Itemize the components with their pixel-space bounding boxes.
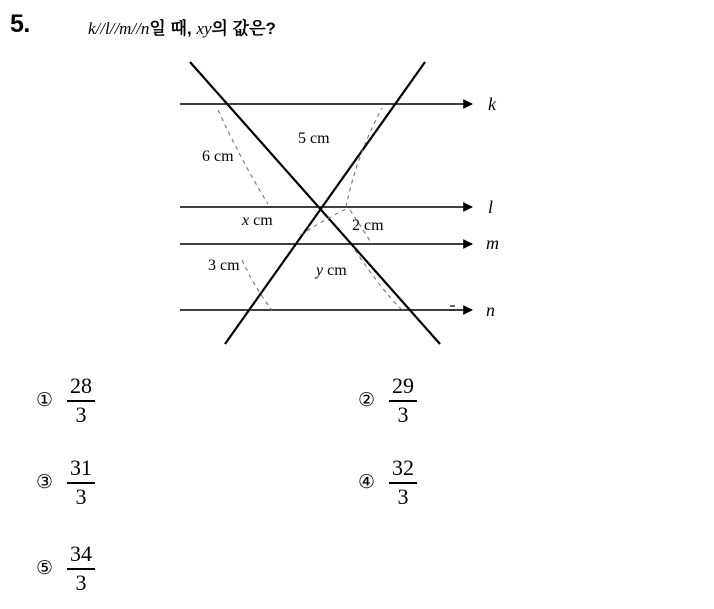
choice-5-denominator: 3	[75, 569, 87, 595]
label-line-l: l	[488, 197, 494, 217]
korean-value-question: 의 값은?	[211, 19, 276, 38]
label-line-k: k	[488, 94, 496, 114]
length-label-2cm: 2 cm	[352, 217, 384, 234]
answer-choices	[0, 368, 714, 606]
choice-2-fraction	[389, 374, 417, 427]
choice-1-marker: ①	[36, 389, 54, 411]
choice-2-denominator: 3	[397, 401, 409, 427]
choice-4[interactable]	[358, 456, 417, 509]
choice-1-numerator: 28	[70, 373, 93, 398]
choice-4-fraction	[389, 456, 417, 509]
geometry-figure	[150, 52, 550, 362]
xy-expression: xy	[196, 19, 212, 38]
question-text	[88, 14, 276, 40]
choice-1-fraction	[67, 374, 95, 427]
x-variable: x	[242, 212, 250, 229]
length-label-3cm: 3 cm	[208, 257, 240, 274]
choice-3-marker: ③	[36, 471, 54, 493]
ycm-unit: cm	[323, 262, 347, 279]
choice-5-marker: ⑤	[36, 557, 54, 579]
xcm-unit: cm	[249, 212, 273, 229]
choice-2-marker: ②	[358, 389, 376, 411]
label-line-m: m	[486, 233, 499, 253]
question-number: 5.	[10, 10, 30, 38]
choice-5-numerator: 34	[70, 541, 93, 566]
y-variable: y	[316, 262, 324, 279]
length-label-5cm: 5 cm	[298, 130, 330, 147]
choice-4-denominator: 3	[397, 483, 409, 509]
arc-5cm	[346, 108, 382, 207]
korean-when: 일 때,	[149, 19, 192, 38]
choice-3-denominator: 3	[75, 483, 87, 509]
length-label-xcm	[242, 212, 273, 230]
choice-3[interactable]	[36, 456, 95, 509]
choice-1[interactable]	[36, 374, 95, 427]
choice-2-numerator: 29	[392, 373, 415, 398]
label-line-n: n	[486, 300, 495, 320]
choice-5[interactable]	[36, 542, 95, 595]
choice-5-fraction	[67, 542, 95, 595]
choice-1-denominator: 3	[75, 401, 87, 427]
choice-4-marker: ④	[358, 471, 376, 493]
choice-4-numerator: 32	[392, 455, 415, 480]
question-header	[10, 8, 704, 50]
length-label-6cm: 6 cm	[202, 148, 234, 165]
arc-ycm	[355, 250, 402, 310]
parallel-expression: k//l//m//n	[88, 19, 150, 38]
choice-3-numerator: 31	[70, 455, 93, 480]
choice-3-fraction	[67, 456, 95, 509]
choice-2[interactable]	[358, 374, 417, 427]
length-label-ycm	[316, 262, 347, 280]
